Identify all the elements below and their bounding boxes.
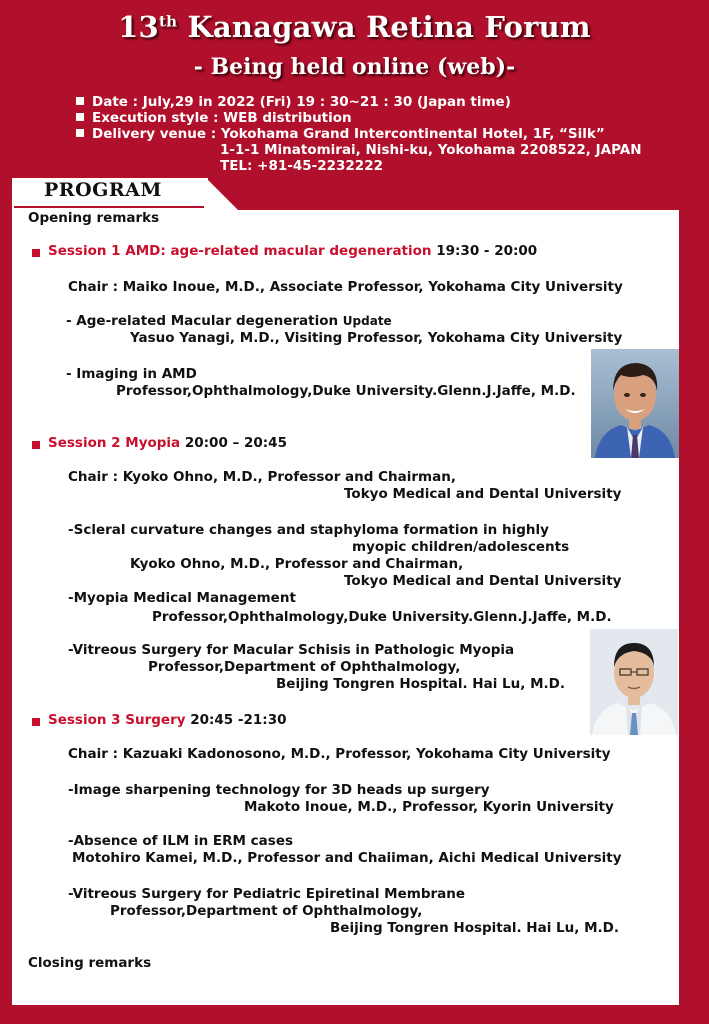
session-2-talk-1-title-cont: myopic children/adolescents [352, 539, 570, 555]
session-1-talk-2-title: - Imaging in AMD [66, 366, 197, 382]
session-3-talk-3-affiliation: Beijing Tongren Hospital. Hai Lu, M.D. [330, 920, 619, 936]
session-1-heading: Session 1 AMD: age-related macular degeneration 19:30 - 20:00 [48, 243, 538, 259]
address-line: 1-1-1 Minatomirai, Nishi-ku, Yokohama 2208522, JAPAN [220, 142, 642, 158]
session-2-talk-1-speaker: Kyoko Ohno, M.D., Professor and Chairman, [130, 556, 464, 572]
session-2-chair-affiliation: Tokyo Medical and Dental University [344, 486, 622, 502]
speaker-photo-jaffe [591, 349, 679, 458]
session-bullet-icon [32, 718, 40, 726]
session-2-talk-3-title: -Vitreous Surgery for Macular Schisis in Pathologic Myopia [68, 642, 515, 658]
portrait-image [591, 349, 679, 458]
program-tab-corner [206, 178, 240, 212]
session-3-heading: Session 3 Surgery 20:45 -21:30 [48, 712, 287, 728]
session-3-talk-3-speaker: Professor,Department of Ophthalmology, [110, 903, 423, 919]
session-2-talk-3-speaker: Professor,Department of Ophthalmology, [148, 659, 461, 675]
session-2-talk-1-affiliation: Tokyo Medical and Dental University [344, 573, 622, 589]
opening-remarks: Opening remarks [28, 210, 160, 226]
session-1-talk-1-title: - Age-related Macular degeneration Update [66, 313, 392, 329]
session-1-talk-2-speaker: Professor,Ophthalmology,Duke University.Glenn.J.Jaffe, M.D. [116, 383, 576, 399]
forum-title: 13th Kanagawa Retina Forum [118, 10, 591, 44]
session-2-talk-2-title: -Myopia Medical Management [68, 590, 296, 606]
date-line: Date : July,29 in 2022 (Fri) 19 : 30~21 : 30 (Japan time) [76, 94, 511, 110]
bullet-icon [76, 97, 84, 105]
bullet-icon [76, 113, 84, 121]
session-bullet-icon [32, 441, 40, 449]
execution-line: Execution style : WEB distribution [76, 110, 352, 126]
venue-line: Delivery venue : Yokohama Grand Intercontinental Hotel, 1F, “Silk” [76, 126, 605, 142]
bullet-icon [76, 129, 84, 137]
program-heading-rule [14, 206, 204, 208]
program-heading: PROGRAM [44, 179, 162, 201]
session-bullet-icon [32, 249, 40, 257]
session-1-chair: Chair : Maiko Inoue, M.D., Associate Professor, Yokohama City University [68, 279, 623, 295]
tel-line: TEL: +81-45-2232222 [220, 158, 383, 174]
session-3-talk-2-title: -Absence of ILM in ERM cases [68, 833, 294, 849]
closing-remarks: Closing remarks [28, 955, 152, 971]
session-2-talk-1-title: -Scleral curvature changes and staphyloma formation in highly [68, 522, 549, 538]
session-3-talk-3-title: -Vitreous Surgery for Pediatric Epiretinal Membrane [68, 886, 466, 902]
session-2-heading: Session 2 Myopia 20:00 – 20:45 [48, 435, 287, 451]
session-2-talk-3-affiliation: Beijing Tongren Hospital. Hai Lu, M.D. [276, 676, 565, 692]
session-3-talk-1-speaker: Makoto Inoue, M.D., Professor, Kyorin University [244, 799, 614, 815]
session-2-talk-2-speaker: Professor,Ophthalmology,Duke University.Glenn.J.Jaffe, M.D. [152, 609, 612, 625]
session-3-talk-2-speaker: Motohiro Kamei, M.D., Professor and Chaiiman, Aichi Medical University [72, 850, 622, 866]
session-3-talk-1-title: -Image sharpening technology for 3D heads up surgery [68, 782, 490, 798]
forum-subtitle: - Being held online (web)- [193, 54, 516, 80]
speaker-photo-hai-lu [590, 629, 678, 735]
session-1-talk-1-speaker: Yasuo Yanagi, M.D., Visiting Professor, Yokohama City University [130, 330, 623, 346]
session-2-chair: Chair : Kyoko Ohno, M.D., Professor and Chairman, [68, 469, 456, 485]
portrait-image [590, 629, 678, 735]
session-3-chair: Chair : Kazuaki Kadonosono, M.D., Professor, Yokohama City University [68, 746, 611, 762]
